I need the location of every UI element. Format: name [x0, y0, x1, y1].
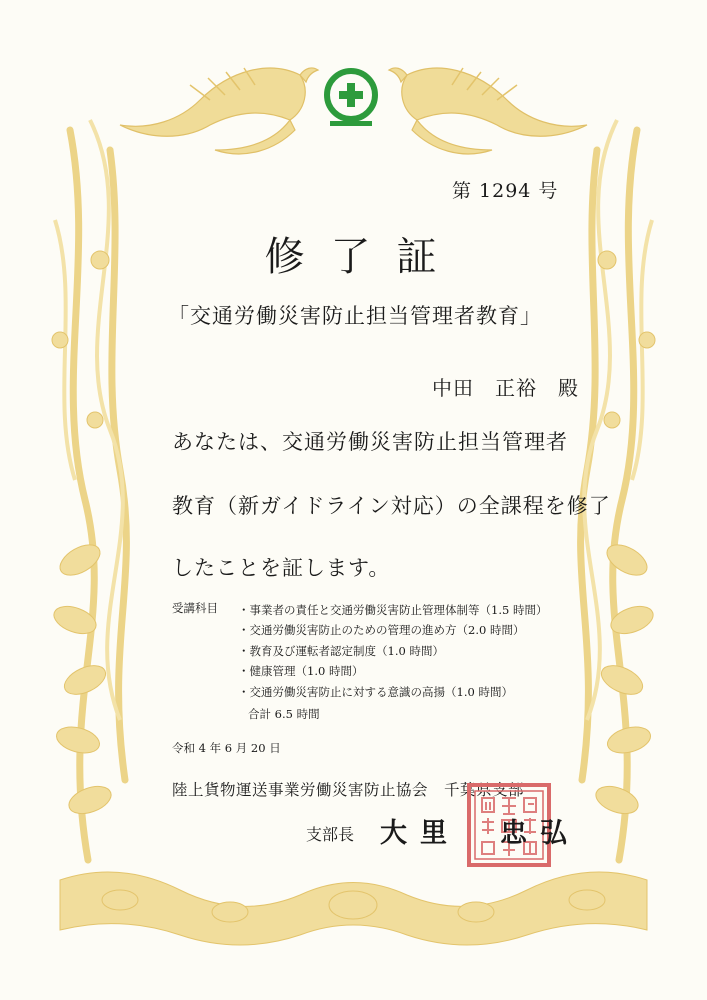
- recipient-name: 中田 正裕 殿: [432, 376, 579, 400]
- signer-name: 大里 忠弘: [380, 818, 580, 849]
- subject-item: ・事業者の責任と交通労働災害防止管理体制等（1.5 時間）: [238, 603, 548, 617]
- subject-item: ・交通労働災害防止に対する意識の高揚（1.0 時間）: [238, 684, 513, 699]
- subjects-label: 受講科目: [172, 601, 218, 615]
- subject-item: ・健康管理（1.0 時間）: [238, 664, 364, 679]
- green-cross-logo-icon: [320, 66, 382, 128]
- subjects-total: 合計 6.5 時間: [248, 707, 320, 721]
- body-text-line: あなたは、交通労働災害防止担当管理者: [172, 430, 568, 454]
- certificate-title: 修了証: [264, 234, 463, 280]
- body-text-line: 教育（新ガイドライン対応）の全課程を修了: [172, 494, 611, 518]
- subject-item: ・教育及び運転者認定制度（1.0 時間）: [238, 643, 444, 658]
- body-text-line: したことを証します。: [172, 556, 391, 580]
- organization-name: 陸上貨物運送事業労働災害防止協会 千葉県支部: [172, 781, 525, 799]
- signer-title: 支部長: [306, 825, 355, 844]
- certificate-number: 第 1294 号: [452, 180, 559, 202]
- issue-date: 令和 4 年 6 月 20 日: [172, 741, 281, 755]
- course-name: 「交通労働災害防止担当管理者教育」: [168, 304, 542, 328]
- subject-item: ・交通労働災害防止のための管理の進め方（2.0 時間）: [238, 623, 525, 638]
- subjects-list: [238, 600, 547, 702]
